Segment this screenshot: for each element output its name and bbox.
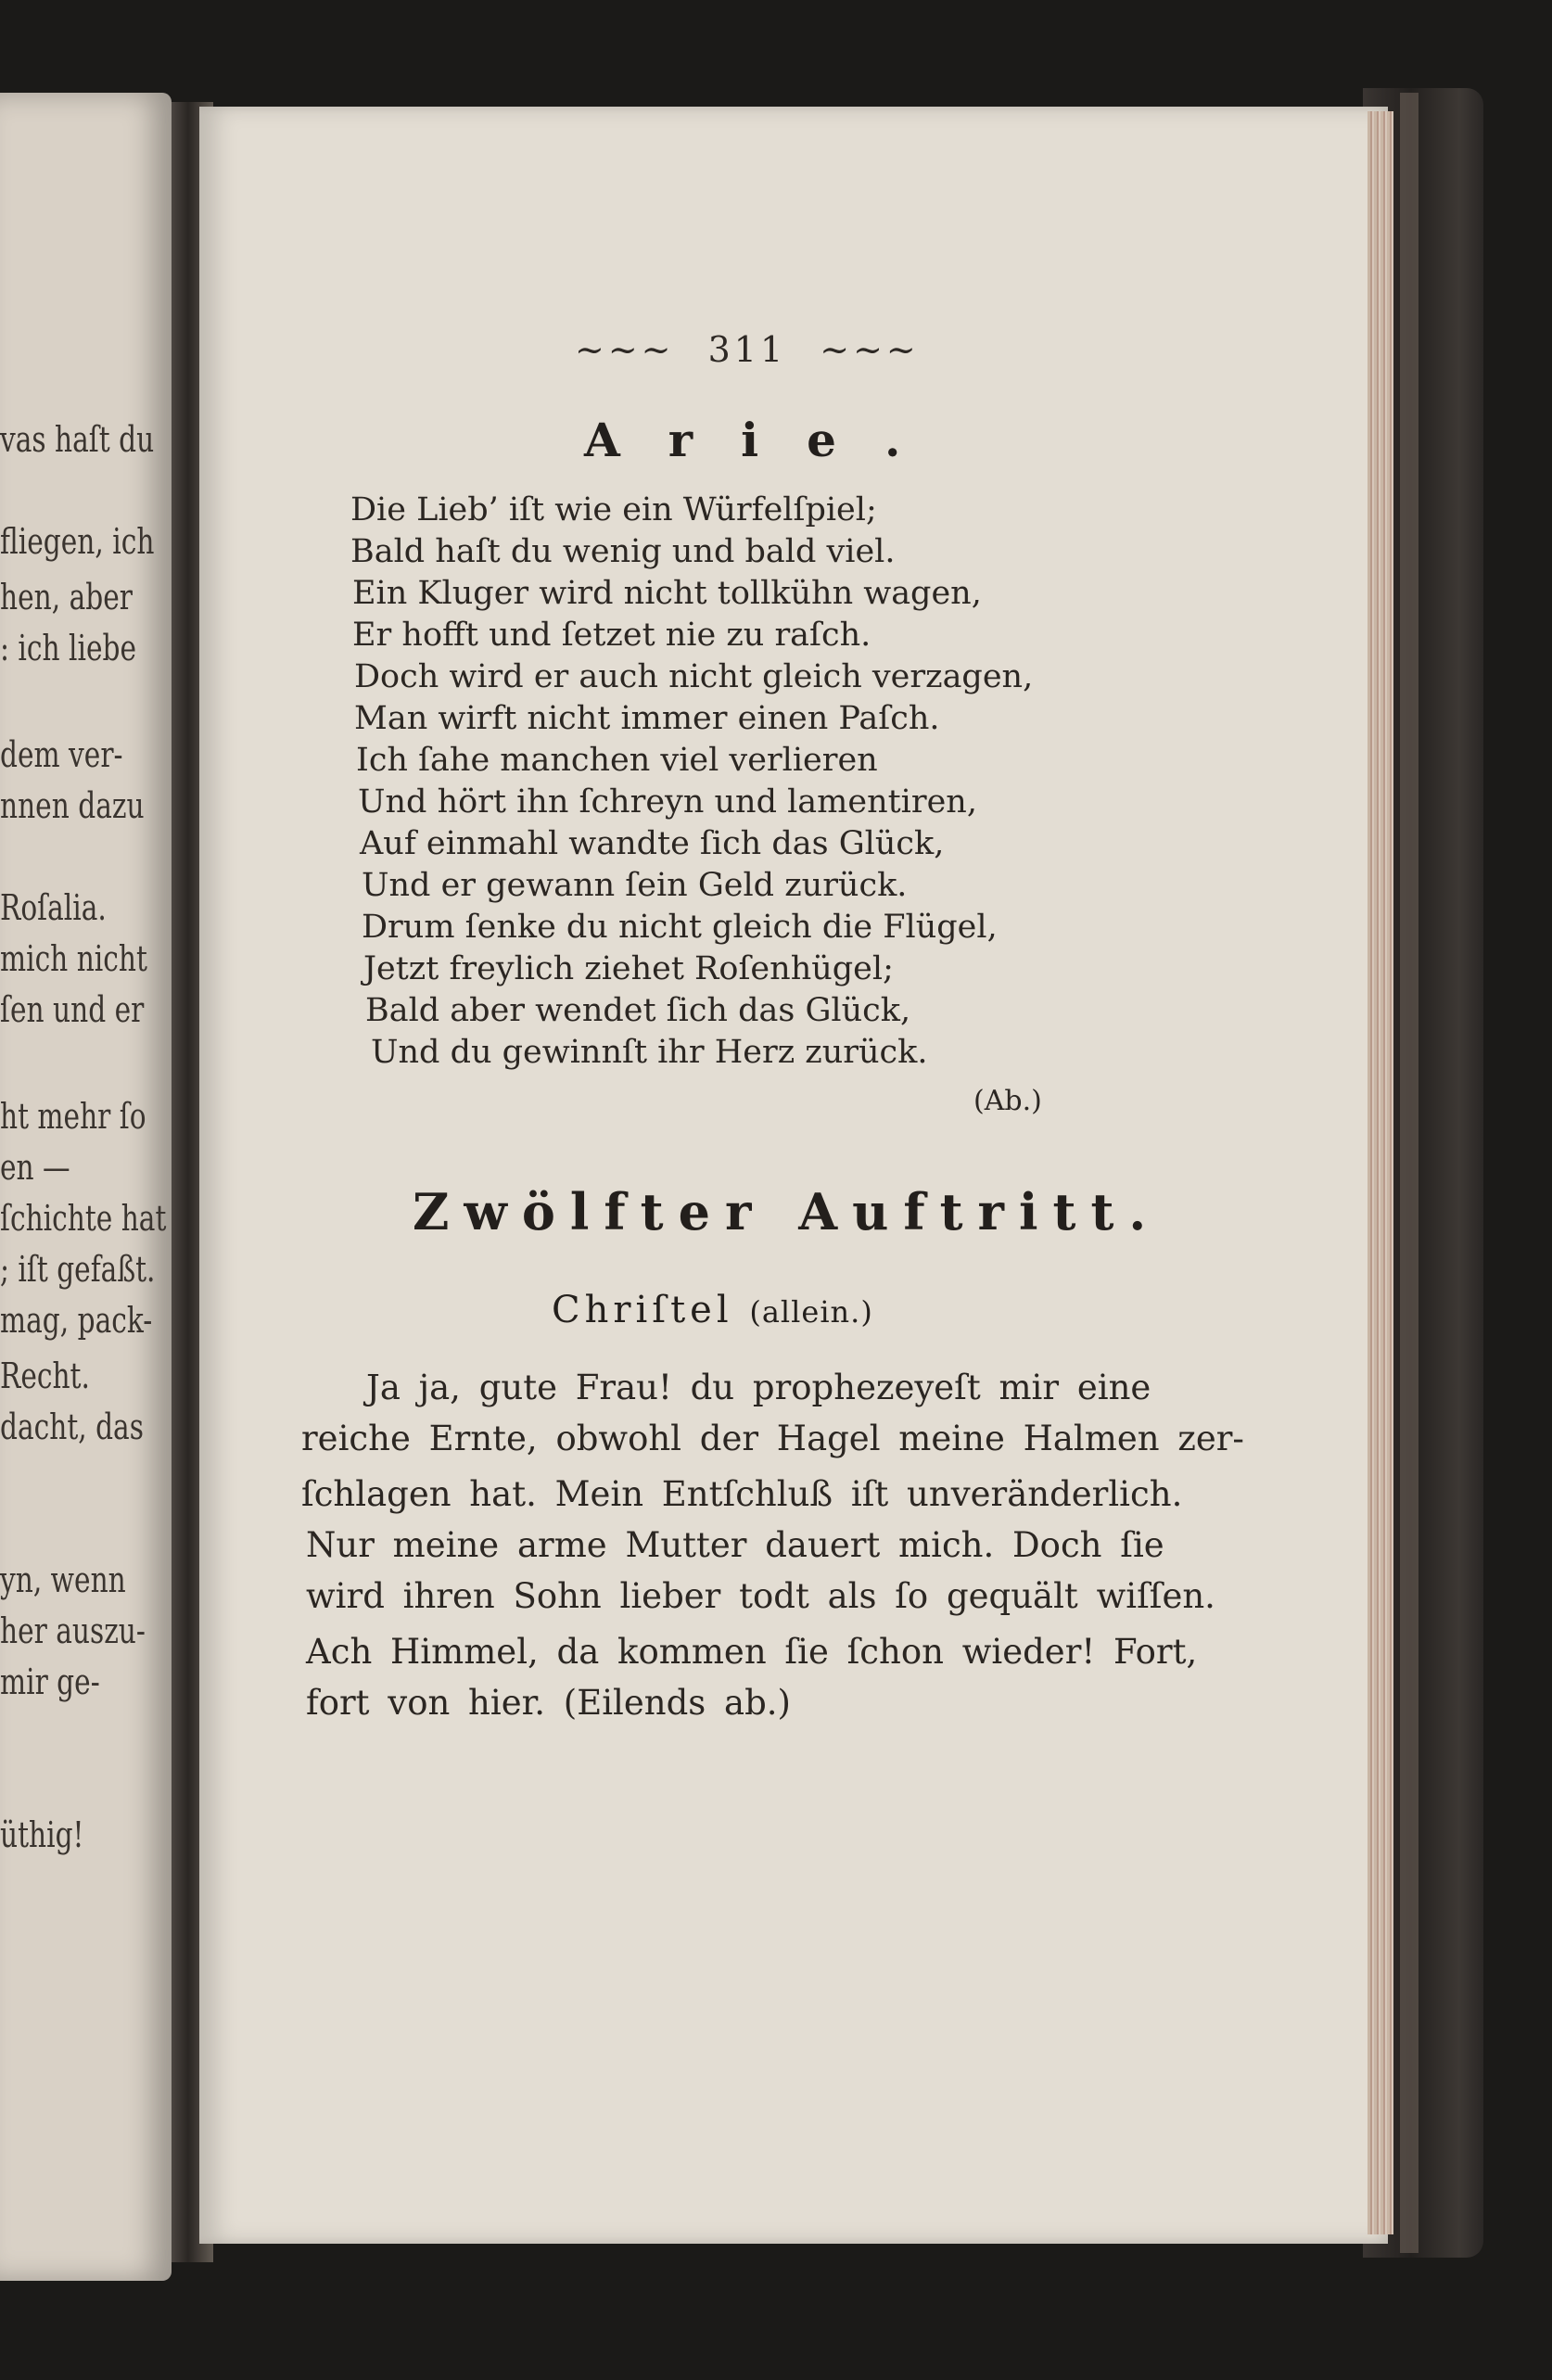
left-page-line: ſen und er — [0, 989, 145, 1030]
page-edges — [1368, 111, 1393, 2234]
prose-line: Ach Himmel, da kommen ſie ſchon wieder! Fort, — [306, 1632, 1198, 1672]
left-page-line: her auszu- — [0, 1610, 146, 1651]
left-facing-page — [0, 93, 172, 2281]
prose-line: wird ihren Sohn lieber todt als ſo gequält wiſſen. — [306, 1576, 1215, 1616]
left-page-line: yn, wenn — [0, 1559, 126, 1600]
verse-line: Ein Kluger wird nicht tollkühn wagen, — [352, 575, 982, 612]
ornament-left: ~~~ — [575, 329, 675, 370]
left-page-line: nnen dazu — [0, 785, 145, 826]
verse-line: Ich ſahe manchen viel verlieren — [356, 742, 878, 779]
verse-line: Er hofft und ſetzet nie zu raſch. — [352, 617, 871, 654]
verse-line: Und hört ihn ſchreyn und lamentiren, — [358, 783, 977, 821]
exit-stage-direction: (Ab.) — [973, 1085, 1042, 1117]
left-page-line: : ich liebe — [0, 628, 137, 668]
cover-edge — [1400, 93, 1418, 2253]
ornament-right: ~~~ — [820, 329, 920, 370]
prose-line: fort von hier. (Eilends ab.) — [306, 1683, 791, 1723]
prose-line: ſchlagen hat. Mein Entſchluß iſt unveränderlich. — [301, 1474, 1183, 1514]
page-number-value: 311 — [707, 329, 787, 370]
left-page-line: mich nicht — [0, 938, 147, 979]
speaker-line — [552, 1289, 873, 1331]
verse-line: Die Lieb’ iſt wie ein Würfelſpiel; — [350, 491, 877, 528]
left-page-line: ht mehr ſo — [0, 1096, 146, 1137]
verse-line: Auf einmahl wandte ſich das Glück, — [360, 825, 945, 862]
aria-title: Arie. — [584, 413, 949, 467]
page-number — [575, 329, 920, 370]
prose-line: Nur meine arme Mutter dauert mich. Doch ſie — [306, 1525, 1164, 1565]
left-page-line: dacht, das — [0, 1406, 144, 1447]
left-page-line: en — — [0, 1147, 70, 1188]
verse-line: Man wirft nicht immer einen Paſch. — [354, 700, 940, 737]
prose-line: Ja ja, gute Frau! du prophezeyeſt mir eine — [366, 1368, 1151, 1407]
left-page-line: hen, aber — [0, 577, 133, 617]
verse-line: Und du gewinnſt ihr Herz zurück. — [371, 1034, 928, 1071]
left-page-line: ſchichte hat — [0, 1198, 167, 1239]
left-page-line: dem ver- — [0, 734, 123, 775]
left-page-line: mag, pack- — [0, 1300, 153, 1341]
left-page-line: Roſalia. — [0, 887, 107, 928]
verse-line: Doch wird er auch nicht gleich verzagen, — [354, 658, 1034, 695]
left-page-line: ; iſt gefaßt. — [0, 1249, 156, 1290]
left-page-line: üthig! — [0, 1814, 84, 1855]
verse-line: Bald haſt du wenig und bald viel. — [350, 533, 896, 570]
prose-line: reiche Ernte, obwohl der Hagel meine Halmen zer- — [301, 1419, 1244, 1458]
left-page-line: fliegen, ich — [0, 521, 155, 562]
left-page-line: mir ge- — [0, 1661, 100, 1702]
scene-heading: Zwölfter Auftritt. — [413, 1182, 1162, 1241]
speaker-stage-direction: (allein.) — [749, 1294, 873, 1330]
speaker-name: Chriſtel — [552, 1289, 733, 1331]
left-page-line: Recht. — [0, 1355, 90, 1396]
left-page-line: vas haſt du — [0, 419, 155, 460]
verse-line: Und er gewann ſein Geld zurück. — [362, 867, 908, 904]
verse-line: Drum ſenke du nicht gleich die Flügel, — [362, 909, 998, 946]
verse-line: Bald aber wendet ſich das Glück, — [365, 992, 911, 1029]
verse-line: Jetzt freylich ziehet Roſenhügel; — [363, 950, 894, 987]
